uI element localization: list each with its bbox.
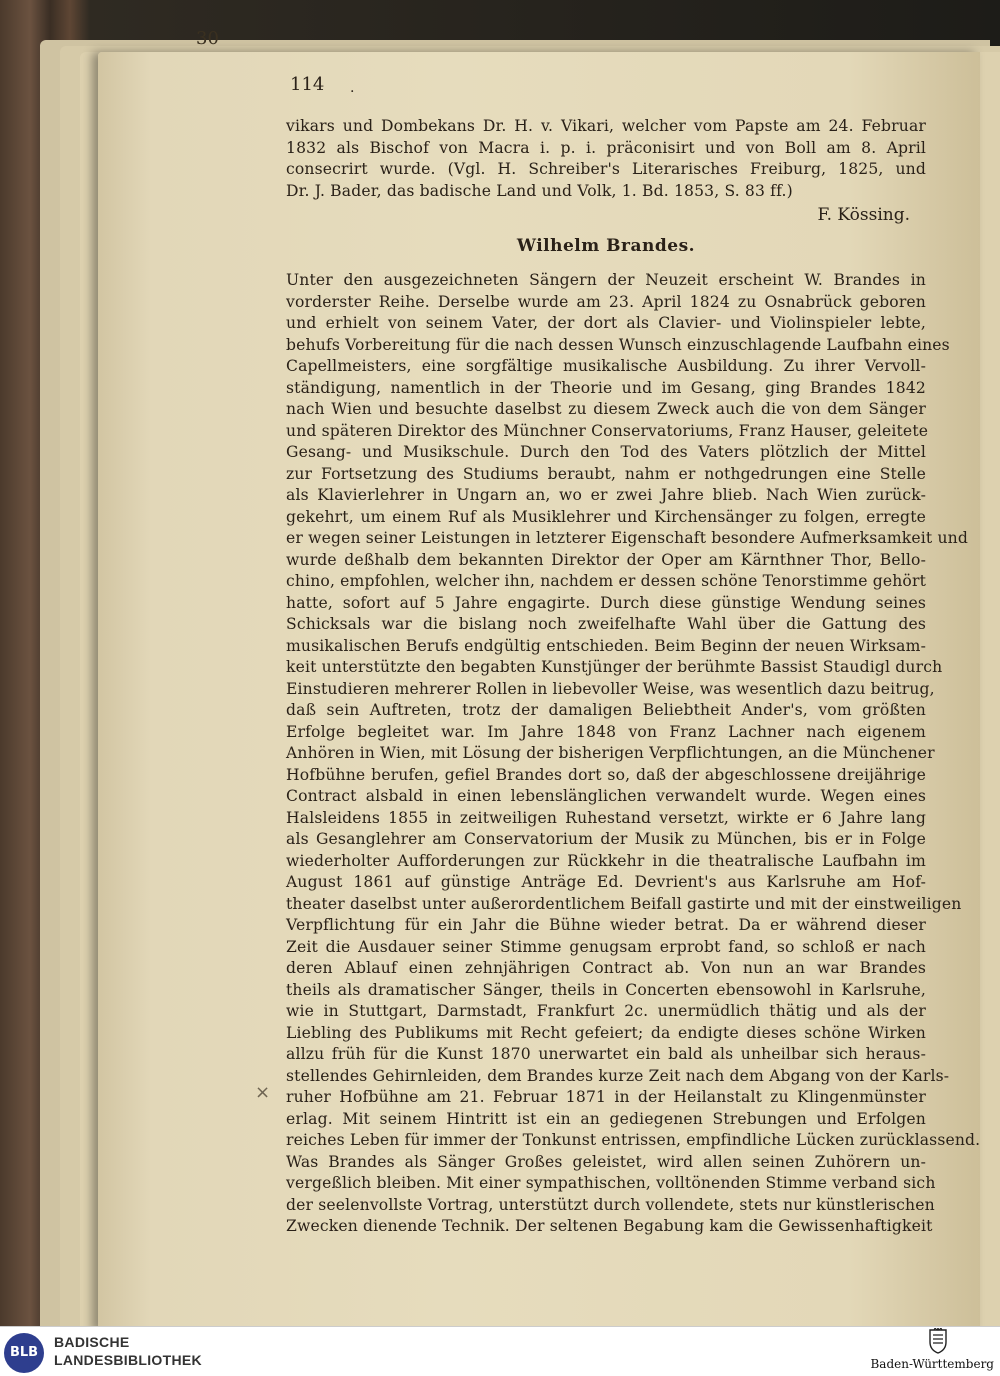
text-line: und erhielt von seinem Vater, der dort als Clavier- und Violinspieler lebte, xyxy=(286,314,926,332)
intro-paragraph xyxy=(286,116,926,202)
text-line: hatte, sofort auf 5 Jahre engagirte. Durch diese günstige Wendung seines xyxy=(286,593,926,612)
text-line: vorderster Reihe. Derselbe wurde am 23. April 1824 zu Osnabrück geboren xyxy=(286,292,926,311)
text-line: wurde deßhalb dem bekannten Direktor der Oper am Kärnthner Thor, Bello- xyxy=(286,550,926,569)
text-line: theils als dramatischer Sänger, theils in Concerten ebensowohl in Karlsruhe, xyxy=(286,980,926,999)
text-line: stellendes Gehirnleiden, dem Brandes kurze Zeit nach dem Abgang von der Karls- xyxy=(286,1066,950,1085)
text-line: theater daselbst unter außerordentlichem Beifall gastirte und mit der einstweiligen xyxy=(286,894,962,913)
author-signature: F. Kössing. xyxy=(817,205,910,225)
region-label: Baden-Württemberg xyxy=(870,1357,994,1371)
library-name-line2: LANDESBIBLIOTHEK xyxy=(54,1352,202,1368)
coat-of-arms-icon xyxy=(928,1328,948,1354)
text-line: Contract alsbald in einen lebenslänglichen verwandelt wurde. Wegen eines xyxy=(286,787,926,805)
text-line: ruher Hofbühne am 21. Februar 1871 in der Heilanstalt zu Klingenmünster xyxy=(286,1088,926,1106)
text-line: chino, empfohlen, welcher ihn, nachdem er dessen schöne Tenorstimme gehört xyxy=(286,572,926,590)
text-line: als Klavierlehrer in Ungarn an, wo er zwei Jahre blieb. Nach Wien zurück- xyxy=(286,486,926,504)
text-line: daß sein Auftreten, trotz der damaligen Beliebtheit Ander's, vom größten xyxy=(286,701,926,719)
text-line: Anhören in Wien, mit Lösung der bisherigen Verpflichtungen, an die Münchener xyxy=(286,744,935,762)
text-line: Zwecken dienende Technik. Der seltenen Begabung kam die Gewissenhaftigkeit xyxy=(286,1217,933,1235)
text-line: reiches Leben für immer der Tonkunst entrissen, empfindliche Lücken zurücklassend. xyxy=(286,1131,981,1149)
text-line: Verpflichtung für ein Jahr die Bühne wieder betrat. Da er während dieser xyxy=(286,916,926,934)
text-line: zur Fortsetzung des Studiums beraubt, nahm er nothgedrungen eine Stelle xyxy=(286,464,926,483)
text-line: vikars und Dombekans Dr. H. v. Vikari, welcher vom Papste am 24. Februar xyxy=(286,117,926,135)
margin-pencil-mark: × xyxy=(255,1082,271,1103)
text-line: Was Brandes als Sänger Großes geleistet, wird allen seinen Zuhörern un- xyxy=(286,1152,926,1171)
text-line: er wegen seiner Leistungen in letzterer Eigenschaft besondere Aufmerksamkeit und xyxy=(286,529,968,547)
article-title: Wilhelm Brandes. xyxy=(516,236,696,256)
text-line: Erfolge begleitet war. Im Jahre 1848 von Franz Lachner nach eigenem xyxy=(286,722,926,741)
page-number: 114 xyxy=(290,74,325,95)
text-line: Dr. J. Bader, das badische Land und Volk, 1. Bd. 1853, S. 83 ff.) xyxy=(286,181,793,200)
text-line: erlag. Mit seinem Hintritt ist ein an gediegenen Strebungen und Erfolgen xyxy=(286,1109,926,1128)
text-line: Einstudieren mehrerer Rollen in liebevoller Weise, was wesentlich dazu beitrug, xyxy=(286,679,935,698)
library-name-line1: BADISCHE xyxy=(54,1334,130,1350)
text-line: musikalischen Berufs endgültig entschieden. Beim Beginn der neuen Wirksam- xyxy=(286,636,926,655)
text-line: Unter den ausgezeichneten Sängern der Neuzeit erscheint W. Brandes in xyxy=(286,271,926,289)
text-line: Hofbühne berufen, gefiel Brandes dort so, daß der abgeschlossene dreijährige xyxy=(286,765,926,784)
text-line: Liebling des Publikums mit Recht gefeiert; da endigte dieses schöne Wirken xyxy=(286,1023,926,1042)
text-line: und späteren Direktor des Münchner Conservatoriums, Franz Hauser, geleitete xyxy=(286,421,929,440)
text-line: August 1861 auf günstige Anträge Ed. Devrient's aus Karlsruhe am Hof- xyxy=(286,873,926,891)
text-line: allzu früh für die Kunst 1870 unerwartet ein bald als unheilbar sich heraus- xyxy=(286,1045,926,1063)
text-line: Gesang- und Musikschule. Durch den Tod des Vaters plötzlich der Mittel xyxy=(286,443,926,461)
text-line: Halsleidens 1855 in zeitweiligen Ruhestand versetzt, wirkte er 6 Jahre lang xyxy=(286,808,926,827)
text-line: nach Wien und besuchte daselbst zu diesem Zweck auch die von dem Sänger xyxy=(286,400,926,418)
blb-logo[interactable]: BLB xyxy=(4,1333,44,1373)
text-line: wiederholter Aufforderungen zur Rückkehr in die theatralische Laufbahn im xyxy=(286,851,926,870)
library-footer xyxy=(0,1326,1000,1376)
text-line: der seelenvollste Vortrag, unterstützt durch vollendete, stets nur künstlerischen xyxy=(286,1195,935,1214)
text-line: consecrirt wurde. (Vgl. H. Schreiber's Literarisches Freiburg, 1825, und xyxy=(286,160,926,178)
text-line: als Gesanglehrer am Conservatorium der Musik zu München, bis er in Folge xyxy=(286,830,926,848)
text-line: vergeßlich bleiben. Mit einer sympathischen, volltönenden Stimme verband sich xyxy=(286,1174,936,1192)
text-line: Zeit die Ausdauer seiner Stimme genugsam erprobt fand, so schloß er nach xyxy=(286,937,926,956)
page-dot: . xyxy=(350,80,355,96)
text-line: behufs Vorbereitung für die nach dessen Wunsch einzuschlagende Laufbahn eines xyxy=(286,335,950,354)
text-line: Capellmeisters, eine sorgfältige musikalische Ausbildung. Zu ihrer Vervoll- xyxy=(286,357,926,375)
text-line: keit unterstützte den begabten Kunstjünger der berühmte Bassist Staudigl durch xyxy=(286,658,943,676)
text-line: gekehrt, um einem Ruf als Musiklehrer und Kirchensänger zu folgen, erregte xyxy=(286,507,926,526)
previous-page-number: 30 xyxy=(196,28,219,49)
text-line: Schicksals war die bislang noch zweifelhafte Wahl über die Gattung des xyxy=(286,615,926,633)
text-line: ständigung, namentlich in der Theorie und im Gesang, ging Brandes 1842 xyxy=(286,378,926,397)
article-body xyxy=(286,270,981,1238)
text-line: wie in Stuttgart, Darmstadt, Frankfurt 2c. unermüdlich thätig und als der xyxy=(286,1002,926,1020)
text-line: 1832 als Bischof von Macra i. p. i. präconisirt und von Boll am 8. April xyxy=(286,138,926,157)
text-line: deren Ablauf einen zehnjährigen Contract ab. Von nun an war Brandes xyxy=(286,959,926,977)
